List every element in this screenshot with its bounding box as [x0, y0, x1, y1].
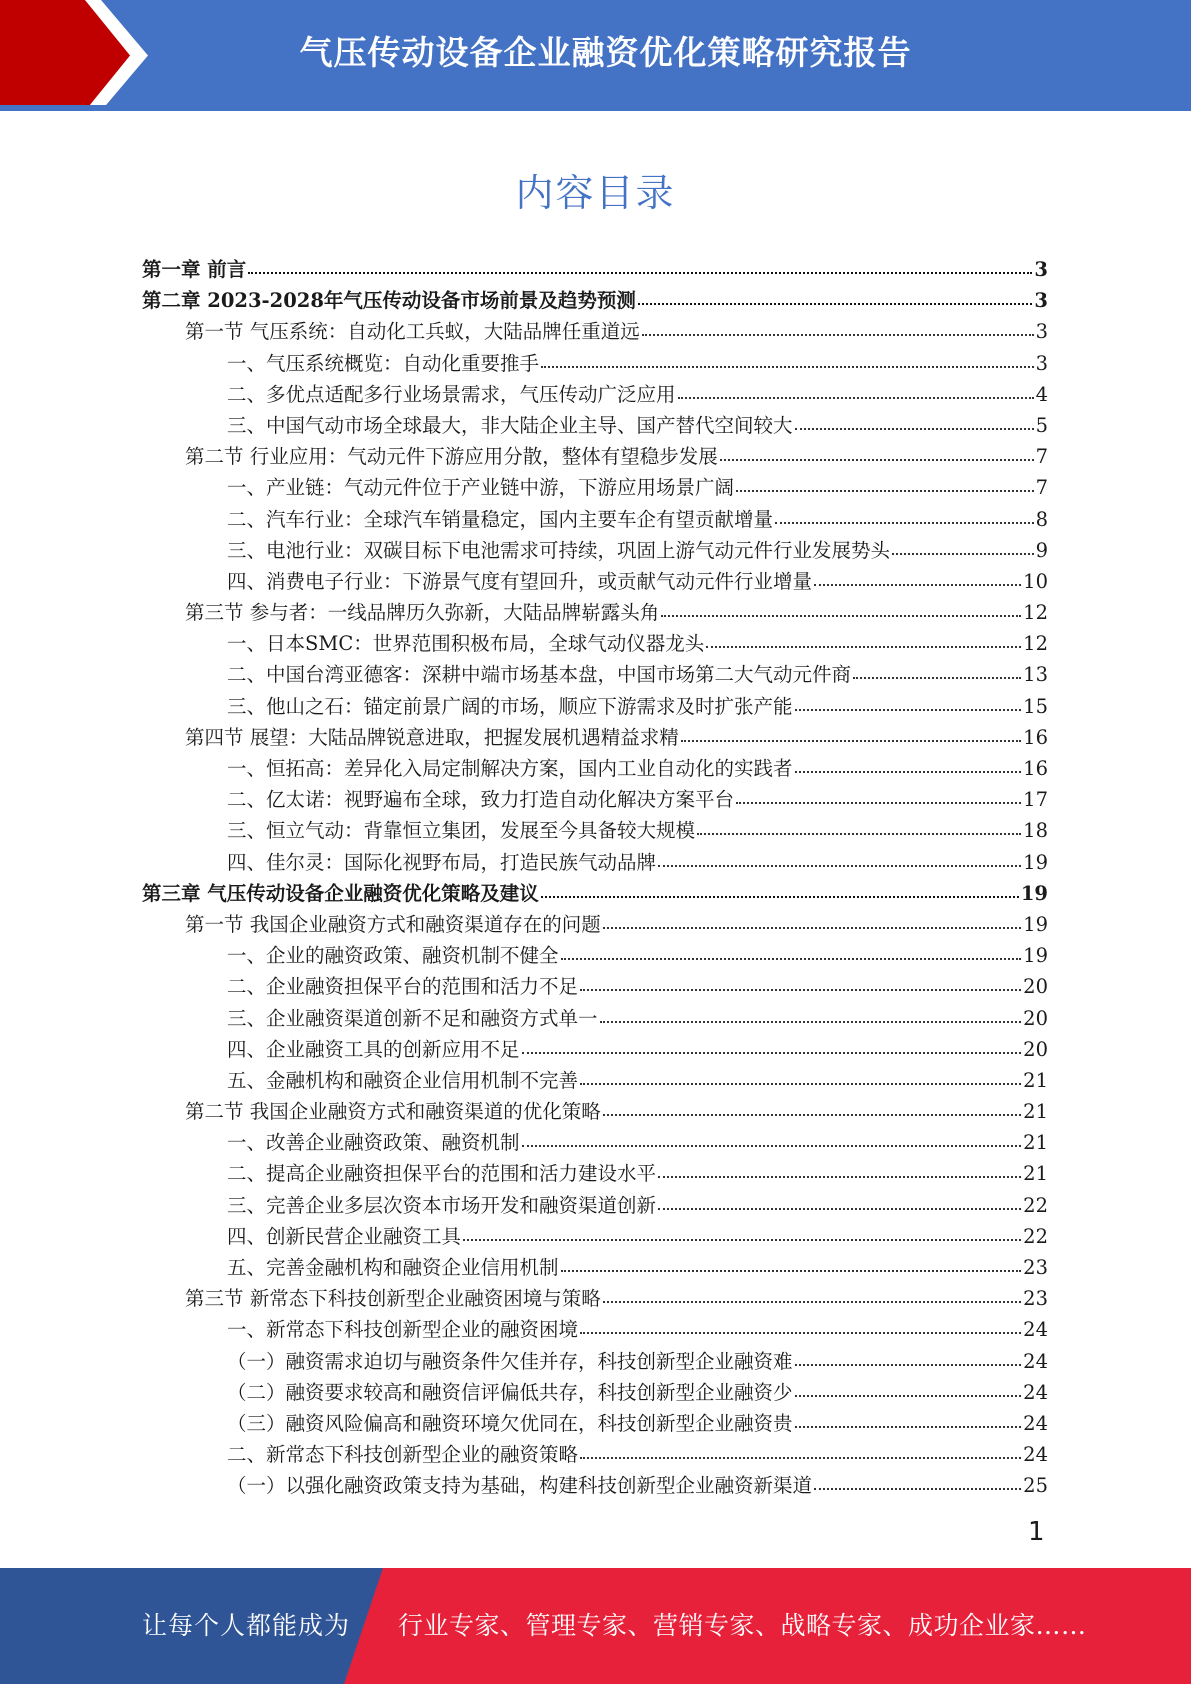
toc-entry-page: 9 — [1035, 538, 1048, 562]
toc-entry-title: （一）以强化融资政策支持为基础，构建科技创新型企业融资新渠道 — [227, 1474, 813, 1498]
toc-entry[interactable] — [142, 504, 1048, 535]
toc-heading: 内容目录 — [515, 171, 676, 215]
toc-entry-title: 一、产业链：气动元件位于产业链中游，下游应用场景广阔 — [227, 476, 735, 500]
toc-entry-title: 三、电池行业：双碳目标下电池需求可持续，巩固上游气动元件行业发展势头 — [227, 538, 891, 562]
toc-entry-title: 第二章 2023-2028年气压传动设备市场前景及趋势预测 — [142, 289, 636, 313]
toc-dot-leader — [638, 287, 1032, 307]
toc-entry-title: 第二节 行业应用：气动元件下游应用分散，整体有望稳步发展 — [185, 445, 718, 469]
toc-entry-title: 第一节 气压系统：自动化工兵蚁，大陆品牌任重道远 — [185, 320, 640, 344]
toc-dot-leader — [658, 1192, 1021, 1212]
toc-entry-title: 二、亿太诺：视野遍布全球，致力打造自动化解决方案平台 — [227, 788, 735, 812]
footer-band — [0, 1568, 1191, 1684]
toc-dot-leader — [681, 724, 1021, 744]
toc-entry[interactable] — [142, 441, 1048, 472]
toc-entry-page: 13 — [1023, 663, 1048, 687]
toc-dot-leader — [600, 1005, 1022, 1025]
toc-entry[interactable] — [142, 1127, 1048, 1158]
footer-slogan-right: 行业专家、管理专家、营销专家、战略专家、成功企业家…… — [398, 1611, 1087, 1640]
toc-entry-page: 8 — [1035, 507, 1048, 531]
toc-entry[interactable] — [142, 316, 1048, 347]
toc-entry-title: 第一章 前言 — [142, 258, 247, 281]
toc-dot-leader — [603, 1285, 1021, 1305]
toc-dot-leader — [580, 1316, 1021, 1336]
toc-dot-leader — [814, 568, 1021, 588]
header-bottom-edge — [0, 105, 1191, 111]
toc-entry-title: 第三章 气压传动设备企业融资优化策略及建议 — [142, 881, 539, 905]
toc-entry-page: 17 — [1023, 788, 1048, 812]
footer-slogan-left: 让每个人都能成为 — [142, 1611, 351, 1640]
toc-entry-title: 五、金融机构和融资企业信用机制不完善 — [227, 1068, 579, 1092]
toc-entry-page: 20 — [1023, 1037, 1048, 1061]
toc-entry-page: 23 — [1023, 1287, 1048, 1311]
toc-entry-title: 三、他山之石：锚定前景广阔的市场，顺应下游需求及时扩张产能 — [227, 694, 793, 718]
toc-entry-title: 第二节 我国企业融资方式和融资渠道的优化策略 — [185, 1100, 601, 1124]
toc-entry[interactable] — [142, 1190, 1048, 1221]
toc-entry-title: 三、企业融资渠道创新不足和融资方式单一 — [227, 1006, 598, 1030]
toc-entry-page: 19 — [1023, 850, 1048, 874]
toc-entry-page: 3 — [1035, 351, 1048, 375]
toc-entry-page: 4 — [1035, 382, 1048, 406]
toc-entry-page: 3 — [1034, 289, 1048, 313]
toc-dot-leader — [892, 537, 1034, 557]
toc-dot-leader — [658, 849, 1021, 869]
header-band — [0, 0, 1191, 111]
toc-entry[interactable] — [142, 815, 1048, 846]
toc-entry[interactable] — [142, 1470, 1048, 1501]
toc-entry-title: 第一节 我国企业融资方式和融资渠道存在的问题 — [185, 912, 601, 936]
toc-entry[interactable] — [142, 847, 1048, 878]
toc-entry[interactable] — [142, 1096, 1048, 1127]
toc-entry-page: 7 — [1035, 476, 1048, 500]
toc-entry-page: 22 — [1023, 1193, 1048, 1217]
toc-entry-title: 一、气压系统概览：自动化重要推手 — [227, 351, 540, 375]
toc-entry-title: （二）融资要求较高和融资信评偏低共存，科技创新型企业融资少 — [227, 1380, 793, 1404]
toc-dot-leader — [522, 1036, 1022, 1056]
toc-entry[interactable] — [142, 722, 1048, 753]
toc-entry[interactable] — [142, 535, 1048, 566]
toc-entry[interactable] — [142, 909, 1048, 940]
toc-entry-page: 22 — [1023, 1224, 1048, 1248]
toc-entry[interactable] — [142, 659, 1048, 690]
toc-entry-page: 25 — [1023, 1474, 1048, 1498]
toc-entry-page: 21 — [1023, 1162, 1048, 1186]
page-number: 1 — [1028, 1517, 1045, 1547]
toc-entry[interactable] — [142, 1408, 1048, 1439]
toc-entry-title: 第三节 参与者：一线品牌历久弥新，大陆品牌崭露头角 — [185, 601, 660, 625]
toc-entry-title: 二、中国台湾亚德客：深耕中端市场基本盘，中国市场第二大气动元件商 — [227, 663, 852, 687]
toc-dot-leader — [642, 318, 1034, 338]
toc-entry-title: 第四节 展望：大陆品牌锐意进取，把握发展机遇精益求精 — [185, 725, 679, 749]
toc-entry-page: 21 — [1023, 1131, 1048, 1155]
toc-entry-page: 3 — [1035, 320, 1048, 344]
toc-entry[interactable] — [142, 1314, 1048, 1345]
toc-entry[interactable] — [142, 691, 1048, 722]
toc-entry[interactable] — [142, 1158, 1048, 1189]
toc-entry-title: 第三节 新常态下科技创新型企业融资困境与策略 — [185, 1287, 601, 1311]
toc-entry[interactable] — [142, 379, 1048, 410]
toc-dot-leader — [736, 474, 1034, 494]
toc-entry-title: 三、完善企业多层次资本市场开发和融资渠道创新 — [227, 1193, 657, 1217]
toc-entry-page: 24 — [1023, 1380, 1048, 1404]
toc-entry-title: 一、新常态下科技创新型企业的融资困境 — [227, 1318, 579, 1342]
toc-dot-leader — [678, 381, 1034, 401]
toc-entry-page: 12 — [1023, 601, 1048, 625]
toc-entry[interactable] — [142, 1346, 1048, 1377]
toc-dot-leader — [720, 443, 1034, 463]
toc-entry-page: 16 — [1023, 757, 1048, 780]
toc-entry-page: 24 — [1023, 1349, 1048, 1373]
toc-dot-leader — [248, 256, 1032, 276]
toc-entry[interactable] — [142, 1034, 1048, 1065]
toc-entry[interactable] — [142, 940, 1048, 971]
toc-entry-page: 21 — [1023, 1100, 1048, 1124]
toc-dot-leader — [795, 1379, 1022, 1399]
toc-entry-page: 12 — [1023, 632, 1048, 656]
toc-dot-leader — [661, 599, 1021, 619]
toc-entry-page: 20 — [1023, 1006, 1048, 1030]
toc-entry-page: 5 — [1035, 413, 1048, 437]
toc-entry-page: 7 — [1035, 445, 1048, 469]
toc-dot-leader — [603, 911, 1021, 931]
toc-dot-leader — [795, 1410, 1022, 1430]
toc-entry[interactable] — [142, 1283, 1048, 1314]
toc-entry-title: 二、提高企业融资担保平台的范围和活力建设水平 — [227, 1162, 657, 1186]
toc-entry-title: （三）融资风险偏高和融资环境欠优同在，科技创新型企业融资贵 — [227, 1411, 793, 1435]
toc-entry[interactable] — [142, 410, 1048, 441]
toc-dot-leader — [697, 817, 1021, 837]
toc-entry-page: 20 — [1023, 975, 1048, 999]
toc-entry[interactable] — [142, 753, 1048, 784]
toc-entry-page: 24 — [1023, 1411, 1048, 1435]
toc-entry-title: 二、多优点适配多行业场景需求，气压传动广泛应用 — [227, 382, 676, 406]
toc-entry-page: 21 — [1023, 1068, 1048, 1092]
toc-entry[interactable] — [142, 1252, 1048, 1283]
toc-entry[interactable] — [142, 348, 1048, 379]
toc-entry-title: 三、中国气动市场全球最大，非大陆企业主导、国产替代空间较大 — [227, 413, 793, 437]
toc-entry[interactable] — [142, 1221, 1048, 1252]
toc-entry-title: 四、企业融资工具的创新应用不足 — [227, 1037, 520, 1061]
toc-entry[interactable] — [142, 566, 1048, 597]
toc-entry-page: 15 — [1023, 694, 1048, 718]
report-title: 气压传动设备企业融资优化策略研究报告 — [299, 33, 912, 72]
toc-dot-leader — [541, 350, 1034, 370]
toc-entry[interactable] — [142, 1439, 1048, 1470]
toc-entry[interactable] — [142, 971, 1048, 1002]
toc-entry[interactable] — [142, 784, 1048, 815]
toc-entry[interactable] — [142, 628, 1048, 659]
toc-dot-leader — [795, 412, 1034, 432]
toc-dot-leader — [522, 1129, 1022, 1149]
toc-entry[interactable] — [142, 285, 1048, 316]
toc-dot-leader — [561, 942, 1022, 962]
table-of-contents — [142, 254, 1048, 1502]
toc-entry-title: 二、汽车行业：全球汽车销量稳定，国内主要车企有望贡献增量 — [227, 507, 774, 531]
toc-entry-title: 一、企业的融资政策、融资机制不健全 — [227, 944, 559, 968]
toc-dot-leader — [658, 1160, 1021, 1180]
toc-entry[interactable] — [142, 878, 1048, 909]
toc-entry-title: 四、消费电子行业：下游景气度有望回升，或贡献气动元件行业增量 — [227, 569, 813, 593]
toc-entry[interactable] — [142, 1003, 1048, 1034]
toc-entry-page: 24 — [1023, 1318, 1048, 1342]
toc-dot-leader — [580, 1067, 1021, 1087]
toc-entry-title: 四、创新民营企业融资工具 — [227, 1224, 462, 1248]
toc-entry-page: 19 — [1020, 881, 1048, 905]
toc-dot-leader — [706, 630, 1021, 650]
toc-entry-title: 一、恒拓高：差异化入局定制解决方案，国内工业自动化的实践者 — [227, 757, 793, 780]
toc-dot-leader — [814, 1472, 1021, 1492]
toc-entry[interactable] — [142, 1065, 1048, 1096]
toc-dot-leader — [580, 1441, 1021, 1461]
toc-entry-title: 二、新常态下科技创新型企业的融资策略 — [227, 1443, 579, 1467]
toc-entry[interactable] — [142, 1377, 1048, 1408]
toc-dot-leader — [561, 1254, 1022, 1274]
toc-entry[interactable] — [142, 597, 1048, 628]
toc-entry-page: 16 — [1023, 725, 1048, 749]
toc-dot-leader — [795, 693, 1022, 713]
toc-dot-leader — [736, 786, 1021, 806]
toc-entry[interactable] — [142, 254, 1048, 285]
toc-dot-leader — [580, 973, 1021, 993]
toc-dot-leader — [795, 1348, 1022, 1368]
toc-entry-page: 19 — [1023, 944, 1048, 968]
toc-entry-page: 3 — [1034, 258, 1048, 281]
toc-entry[interactable] — [142, 472, 1048, 503]
toc-entry-page: 24 — [1023, 1443, 1048, 1467]
toc-entry-title: 一、日本SMC：世界范围积极布局，全球气动仪器龙头 — [227, 632, 705, 656]
toc-dot-leader — [603, 1098, 1021, 1118]
toc-entry-title: 二、企业融资担保平台的范围和活力不足 — [227, 975, 579, 999]
toc-entry-page: 18 — [1023, 819, 1048, 843]
toc-entry-page: 23 — [1023, 1256, 1048, 1279]
toc-entry-title: 一、改善企业融资政策、融资机制 — [227, 1131, 520, 1155]
toc-entry-title: 五、完善金融机构和融资企业信用机制 — [227, 1256, 559, 1279]
toc-entry-title: 三、恒立气动：背靠恒立集团，发展至今具备较大规模 — [227, 819, 696, 843]
toc-entry-page: 19 — [1023, 912, 1048, 936]
toc-dot-leader — [541, 880, 1019, 900]
toc-dot-leader — [853, 661, 1021, 681]
toc-dot-leader — [775, 506, 1034, 526]
toc-entry-title: （一）融资需求迫切与融资条件欠佳并存，科技创新型企业融资难 — [227, 1349, 793, 1373]
toc-entry-title: 四、佳尔灵：国际化视野布局，打造民族气动品牌 — [227, 850, 657, 874]
toc-dot-leader — [795, 755, 1022, 775]
toc-entry-page: 10 — [1023, 569, 1048, 593]
toc-dot-leader — [463, 1223, 1021, 1243]
